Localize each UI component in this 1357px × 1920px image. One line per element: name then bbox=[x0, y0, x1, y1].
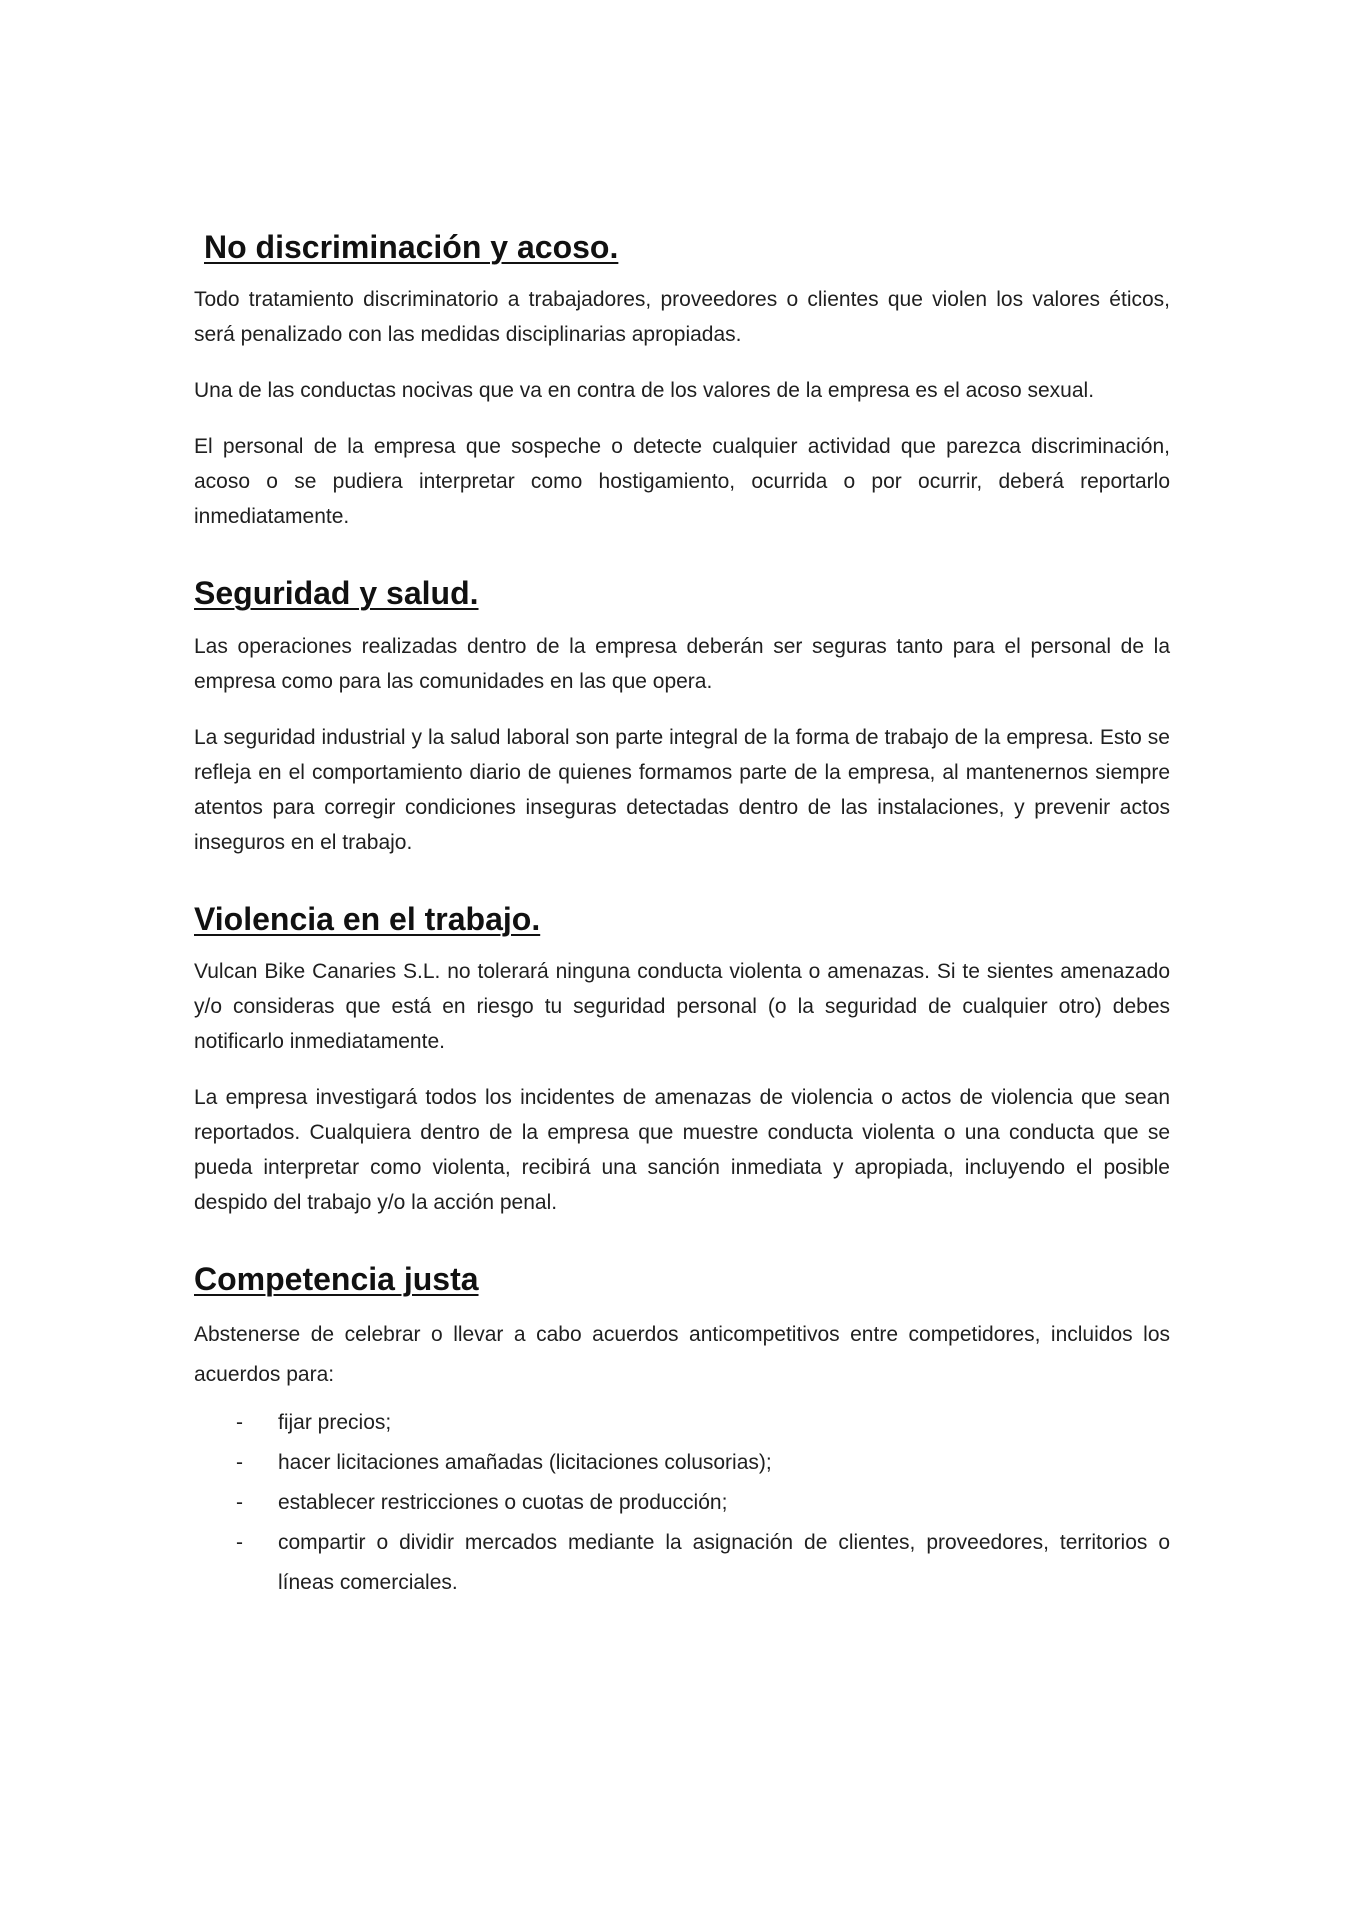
paragraph: El personal de la empresa que sospeche o detecte cualquier actividad que parezca discriminación, acoso o se pudiera interpretar como hostigamiento, ocurrida o por ocurrir, deberá reportarlo inmediatamente. bbox=[194, 435, 1170, 529]
paragraph: Vulcan Bike Canaries S.L. no tolerará ninguna conducta violenta o amenazas. Si te sientes amenazado y/o consideras que está en riesgo tu seguridad personal (o la seguridad de cualquier otro) debes notificarlo inmediatamente. bbox=[194, 960, 1170, 1054]
list-item-text: fijar precios; bbox=[278, 1410, 392, 1434]
list-item-text: compartir o dividir mercados mediante la asignación de clientes, proveedores, territorios o líneas comerciales. bbox=[278, 1530, 1170, 1594]
section-heading: Violencia en el trabajo. bbox=[194, 900, 541, 937]
list-item bbox=[194, 1443, 1170, 1483]
section-no-discriminacion bbox=[194, 228, 1170, 534]
list-marker: - bbox=[236, 1490, 243, 1514]
paragraph: Todo tratamiento discriminatorio a trabajadores, proveedores o clientes que violen los valores éticos, será penalizado con las medidas disciplinarias apropiadas. bbox=[194, 288, 1170, 347]
section-heading: No discriminación y acoso. bbox=[204, 229, 619, 265]
list-item bbox=[194, 1523, 1170, 1603]
list-item-text: establecer restricciones o cuotas de producción; bbox=[278, 1490, 728, 1514]
list-marker: - bbox=[236, 1450, 243, 1474]
paragraph: La empresa investigará todos los incidentes de amenazas de violencia o actos de violencia que sean reportados. Cualquiera dentro de la empresa que muestre conducta violenta o una conducta que se pueda interpretar como violenta, recibirá una sanción inmediata y apropiada, incluyendo el posible despido del trabajo y/o la acción penal. bbox=[194, 1086, 1170, 1215]
section-heading: Competencia justa bbox=[194, 1261, 479, 1298]
paragraph: Las operaciones realizadas dentro de la empresa deberán ser seguras tanto para el personal de la empresa como para las comunidades en las que opera. bbox=[194, 634, 1170, 693]
section-seguridad-salud bbox=[194, 574, 1170, 859]
list-item bbox=[194, 1403, 1170, 1443]
list-item bbox=[194, 1483, 1170, 1523]
list-item-text: hacer licitaciones amañadas (licitaciones colusorias); bbox=[278, 1450, 772, 1474]
paragraph: La seguridad industrial y la salud laboral son parte integral de la forma de trabajo de la empresa. Esto se refleja en el comportamiento diario de quienes formamos parte de la empresa, al mantenernos siempre atentos para corregir condiciones inseguras detectadas dentro de las instalaciones, y prevenir actos inseguros en el trabajo. bbox=[194, 725, 1170, 854]
section-heading: Seguridad y salud. bbox=[194, 575, 479, 612]
section-competencia-justa bbox=[194, 1260, 1170, 1602]
list-marker: - bbox=[236, 1410, 243, 1434]
paragraph: Una de las conductas nocivas que va en contra de los valores de la empresa es el acoso sexual. bbox=[194, 379, 1095, 403]
bullet-list bbox=[194, 1403, 1170, 1603]
section-violencia-trabajo bbox=[194, 900, 1170, 1220]
document-body bbox=[194, 228, 1170, 1603]
list-marker: - bbox=[236, 1530, 243, 1554]
paragraph: Abstenerse de celebrar o llevar a cabo acuerdos anticompetitivos entre competidores, incluidos los acuerdos para: bbox=[194, 1322, 1170, 1386]
